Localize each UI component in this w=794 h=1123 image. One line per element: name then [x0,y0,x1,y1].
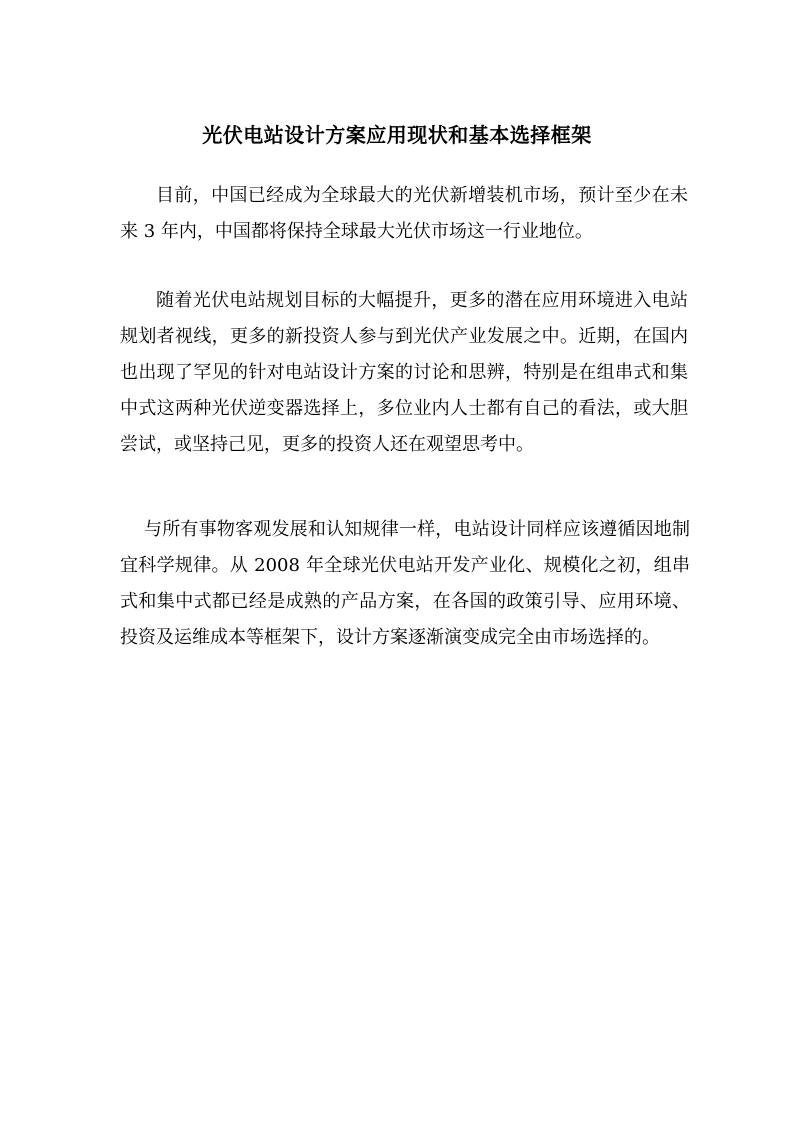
paragraph-1: 目前，中国已经成为全球最大的光伏新增装机市场，预计至少在未来 3 年内，中国都将保持全球最大光伏市场这一行业地位。 [120,185,688,242]
document-title: 光伏电站设计方案应用现状和基本选择框架 [202,123,592,147]
paragraph-2: 随着光伏电站规划目标的大幅提升，更多的潜在应用环境进入电站规划者视线，更多的新投资人参与到光伏产业发展之中。近期，在国内也出现了罕见的针对电站设计方案的讨论和思辨，特别是在组串式和集中式这两种光伏逆变器选择上，多位业内人士都有自己的看法，或大胆尝试，或坚持己见，更多的投资人还在观望思考中。 [120,290,688,455]
paragraph-3: 与所有事物客观发展和认知规律一样，电站设计同样应该遵循因地制宜科学规律。从 2008 年全球光伏电站开发产业化、规模化之初，组串式和集中式都已经是成熟的产品方案，在各国的政策引导、应用环境、投资及运维成本等框架下，设计方案逐渐演变成完全由市场选择的。 [120,519,690,648]
